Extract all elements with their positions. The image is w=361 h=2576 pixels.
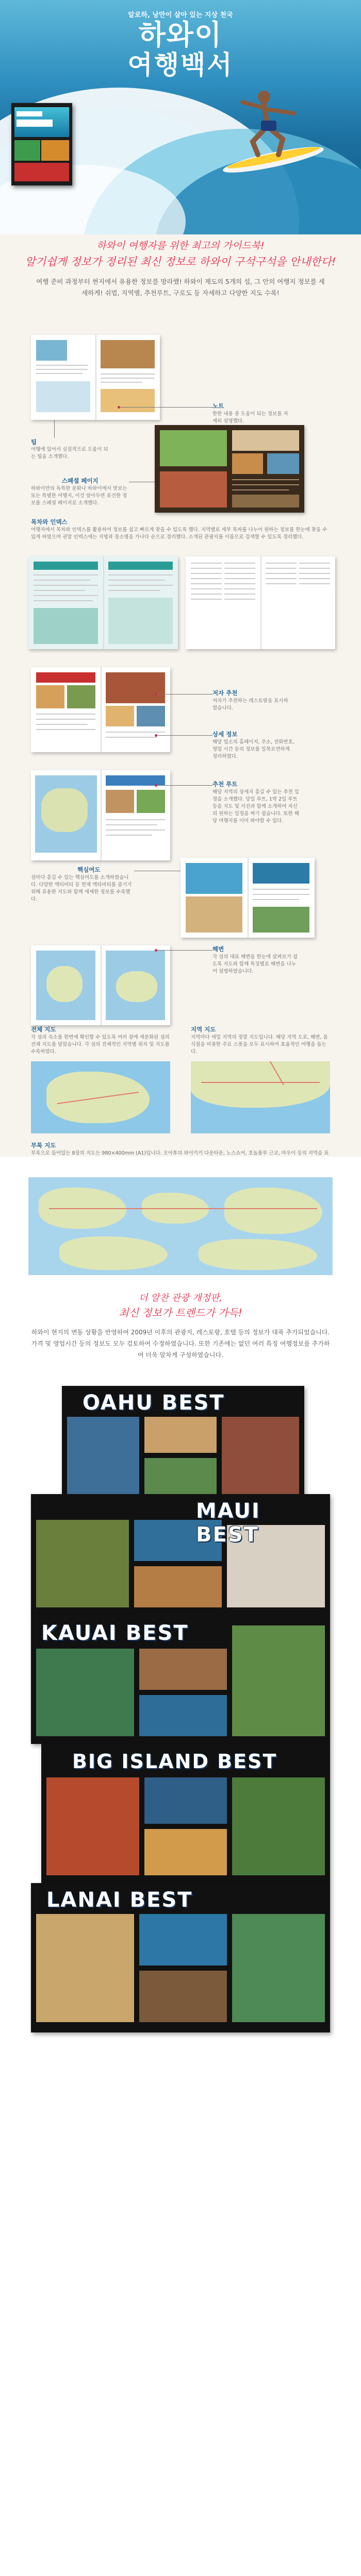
best-spread-maui xyxy=(31,1494,330,1615)
best-spread-oahu xyxy=(62,1386,304,1499)
intro-headline-1: 하와이 여행자를 위한 최고의 가이드북! xyxy=(96,240,265,251)
hero-banner xyxy=(0,0,361,234)
feature-regionmap-label: 지역 지도 xyxy=(191,1026,216,1033)
best-title-lanai: LANAI BEST xyxy=(46,1888,193,1912)
feature-course-desc: 해당 지역의 상세지 흥길 수 있는 추천 일정을 소개했다. 당일 루트, 1박 2일 루트 등을 지도 및 사진과 함께 소개하여 자신의 원하는 일정을 짜기 쉽습니다. 또한 해당 여행지를 이미 봐야할 수 있다. xyxy=(212,789,299,824)
feature-appendixmap-label: 부록 지도 xyxy=(31,1142,56,1149)
feature-index-desc: 여행자에서 목차와 인덱스를 활용하여 정보를 쉽고 빠르게 찾을 수 있도록 했다. 지역별로 세부 목차를 나누어 원하는 정보를 한눈에 찾을 수 있게 하였으며 권말 인덱스에는 지명과 장소명을 가나다 순으로 정리했다. 소개된 관광지를 이름으로 검색할 수 있도록 정리했다. xyxy=(31,527,327,540)
book-cover-image xyxy=(11,103,72,185)
feature-detail-label: 상세 정보 xyxy=(212,731,238,738)
feature-note-desc: 한한 내용 중 도움이 되는 정보를 자세히 설명했다. xyxy=(212,411,288,424)
best-title-kauai: KAUAI BEST xyxy=(41,1621,189,1645)
whole-map-image xyxy=(31,1061,170,1133)
feature-recommend-label: 저자 추천 xyxy=(212,689,238,697)
feature-appendixmap-desc: 부록으로 들어있는 8장의 지도는 980×400mm (A1)입니다. 오아후의 와이키키 다운타운, 노스쇼어, 호놀룰루 근교, 마우이 등의 지역을 표 xyxy=(31,1150,329,1156)
index-spread-image xyxy=(186,556,335,649)
feature-regionmap-desc: 지역마다 세밀 지역의 정말 지도입니다. 해당 지역 도로, 해변, 음식점을 비롯한 주요 스폿을 모두 표시하여 효율적인 여행을 돕는다. xyxy=(191,1035,328,1055)
feature-tip-desc: 여행에 있어서 실질적으로 도움이 되는 팁을 소개했다. xyxy=(31,447,108,460)
book-spread-image xyxy=(155,425,304,513)
hero-subtitle: 여행백서 xyxy=(127,50,234,80)
best-title-oahu: OAHU BEST xyxy=(83,1391,225,1415)
book-spread-image xyxy=(31,667,170,752)
feature-beach-desc: 각 섬의 대표 해변을 한눈에 살펴보기 쉽도록 지도와 함께 특징별로 해변을 나누어 설명하였습니다. xyxy=(212,954,298,974)
intro-headline-2: 알기쉽게 정보가 정리된 최신 정보로 하와이 구석구석을 안내한다! xyxy=(25,256,336,268)
best-catch-2: 최신 정보가 트렌드가 가득! xyxy=(119,1307,242,1319)
feature-beach-label: 해변 xyxy=(212,945,224,953)
best-paragraph: 하와이 현지의 변동 상황을 반영하여 2009년 이후의 관광지, 레스토랑, 호텔 등의 정보가 대폭 추가되었습니다. 가격 및 영업시간 등의 정보도 모두 검토하여 수정하였습니다. 또한 기존에는 없던 여러 특징 여행정보를 추가하여 더욱 알차게 구성하였습니다. xyxy=(31,1329,330,1359)
feature-note-label: 노트 xyxy=(212,402,224,410)
feature-keymap-desc: 섬마다 흥길 수 있는 핵심여도를 소개하였습니다. 다양한 액티비티 등 현재 액티비티를 즐기기 위해 유용한 지도와 함께 세세한 정보를 수록했다. xyxy=(31,875,132,902)
region-map-image xyxy=(191,1061,330,1133)
best-spread-lanai xyxy=(31,1883,330,2032)
feature-index-label: 목차와 인덱스 xyxy=(31,518,68,526)
best-spread-kauai xyxy=(31,1615,330,1744)
appendix-map-image xyxy=(28,1177,333,1275)
best-title-maui: MAUI BEST xyxy=(196,1499,260,1547)
book-spread-image xyxy=(31,945,170,1025)
feature-keymap-label: 핵심여도 xyxy=(77,866,101,873)
intro-paragraph: 여행 준비 과정부터 현지에서 유용한 정보를 망라했! 하와이 제도의 5개의 섬, 그 안의 여행지 정보를 세세하게! 쉬법, 지역별, 추천루트, 구로도 등 자세하고 다양한 지도 수록! xyxy=(36,278,325,297)
best-catch-1: 더 알찬 관광 개정판, xyxy=(139,1293,222,1303)
surfer-image xyxy=(217,77,330,180)
best-spread-big-island xyxy=(41,1744,330,1883)
feature-tip-label: 팁 xyxy=(31,438,37,446)
feature-course-label: 추천 루트 xyxy=(212,781,238,788)
hero-tagline: 알로하, 낭만이 살아 있는 지상 천국 xyxy=(128,11,233,19)
feature-wholemap-desc: 각 섬의 숙소를 한번에 확인할 수 있도록 여러 장에 세분화된 섬의 전체 지도를 담았습니다. 각 섬의 전체적인 지역별 위치 및 지도를 수록하였다. xyxy=(31,1035,170,1055)
feature-detail-desc: 해당 업소의 홈페이지, 주소, 전화번호, 영업 시간 등의 정보를 일목요연하게 정리하였다. xyxy=(212,739,294,759)
best-title-big-island: BIG ISLAND BEST xyxy=(72,1750,277,1773)
feature-special-desc: 하와이만의 독특한 문화나 하와이에서 맛보는 또는 특별한 여행지, 이것 알아두면 유건한 정보를 스페셜 페이지로 소개했다. xyxy=(31,486,127,506)
feature-special-label: 스페셜 페이지 xyxy=(62,477,99,484)
feature-wholemap-label: 전체 지도 xyxy=(31,1026,56,1033)
hero-title: 하와이 xyxy=(138,19,223,51)
feature-recommend-desc: 저자가 추천하는 레스토랑을 표시하였습니다. xyxy=(212,698,288,711)
book-spread-image xyxy=(31,770,170,860)
book-spread-image xyxy=(180,858,315,938)
index-spread-image xyxy=(28,556,178,649)
